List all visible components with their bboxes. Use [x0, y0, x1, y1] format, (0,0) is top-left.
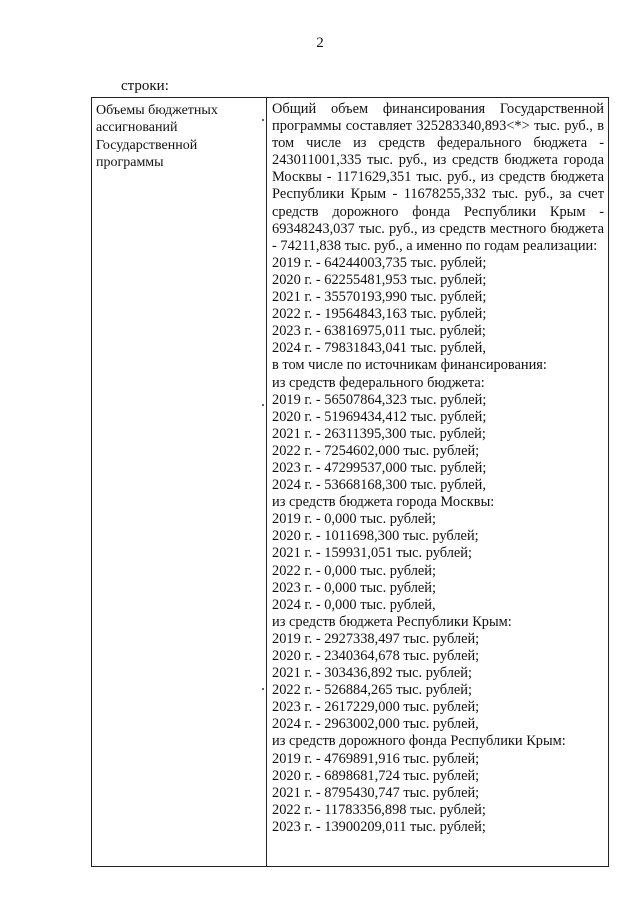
financing-line: 2019 г. - 2927338,497 тыс. рублей; — [272, 630, 480, 647]
financing-line: из средств федерального бюджета: — [272, 374, 485, 391]
financing-line: в том числе по источникам финансирования: — [272, 357, 547, 374]
financing-line: 2024 г. - 2963002,000 тыс. рублей, — [272, 716, 479, 733]
financing-line: 2024 г. - 0,000 тыс. рублей, — [272, 596, 436, 613]
financing-line: 2022 г. - 19564843,163 тыс. рублей; — [272, 306, 487, 323]
financing-line: из средств дорожного фонда Республики Крым: — [272, 733, 566, 750]
financing-line: 2019 г. - 56507864,323 тыс. рублей; — [272, 391, 487, 408]
financing-line: 2020 г. - 2340364,678 тыс. рублей; — [272, 648, 480, 664]
financing-line: 2021 г. - 8795430,747 тыс. рублей; — [272, 784, 480, 801]
scan-speck — [262, 688, 264, 690]
scan-speck — [262, 404, 264, 406]
financing-line: 2023 г. - 63816975,011 тыс. рублей; — [272, 323, 486, 340]
financing-line: 2021 г. - 26311395,300 тыс. рублей; — [272, 425, 486, 442]
financing-line: 2023 г. - 47299537,000 тыс. рублей; — [272, 459, 487, 476]
financing-summary: Общий объем финансирования Государственной программы составляет 325283340,893<*> тыс. руб., в том числе из средств федерального бюджета - 243011001,335 тыс. руб., из средств бюджета города Москвы - 1171629,351 тыс. руб., из средств бюджета Республики Крым - 11678255,332 тыс. руб., за счет средств дорожного фонда Республики Крым - 69348243,037 тыс. руб., из средств местного бюджета - 74211,838 тыс. руб., а именно по годам реализации: — [272, 101, 604, 254]
financing-line: 2021 г. - 159931,051 тыс. рублей; — [272, 545, 472, 562]
budget-table — [91, 97, 609, 867]
financing-line: 2023 г. - 13900209,011 тыс. рублей; — [272, 818, 486, 835]
financing-line: 2022 г. - 11783356,898 тыс. рублей; — [272, 801, 486, 818]
financing-line: 2022 г. - 526884,265 тыс. рублей; — [272, 682, 472, 699]
financing-line: 2019 г. - 0,000 тыс. рублей; — [272, 511, 437, 528]
financing-line: 2022 г. - 0,000 тыс. рублей; — [272, 562, 437, 579]
financing-line: 2023 г. - 2617229,000 тыс. рублей; — [272, 699, 480, 716]
financing-line: 2022 г. - 7254602,000 тыс. рублей; — [272, 442, 480, 459]
financing-line: 2020 г. - 62255481,953 тыс. рублей; — [272, 271, 487, 288]
financing-line: 2024 г. - 79831843,041 тыс. рублей, — [272, 340, 486, 357]
table-left-cell: Объемы бюджетных ассигнований Государственной программы — [92, 98, 267, 866]
financing-line: 2020 г. - 6898681,724 тыс. рублей; — [272, 767, 480, 784]
table-right-cell — [267, 98, 608, 866]
financing-line: 2021 г. - 303436,892 тыс. рублей; — [272, 665, 472, 682]
financing-line: 2023 г. - 0,000 тыс. рублей; — [272, 579, 437, 596]
intro-text: строки: — [121, 78, 169, 94]
financing-line: 2024 г. - 53668168,300 тыс. рублей, — [272, 477, 486, 494]
scan-speck — [262, 119, 264, 121]
financing-line: из средств бюджета Республики Крым: — [272, 613, 512, 630]
financing-lines — [272, 255, 604, 836]
financing-line: из средств бюджета города Москвы: — [272, 494, 495, 511]
financing-line: 2021 г. - 35570193,990 тыс. рублей; — [272, 289, 487, 306]
financing-line: 2020 г. - 1011698,300 тыс. рублей; — [272, 528, 479, 545]
page-number: 2 — [316, 35, 324, 51]
financing-line: 2020 г. - 51969434,412 тыс. рублей; — [272, 408, 487, 425]
financing-line: 2019 г. - 64244003,735 тыс. рублей; — [272, 254, 487, 271]
financing-line: 2019 г. - 4769891,916 тыс. рублей; — [272, 750, 480, 767]
